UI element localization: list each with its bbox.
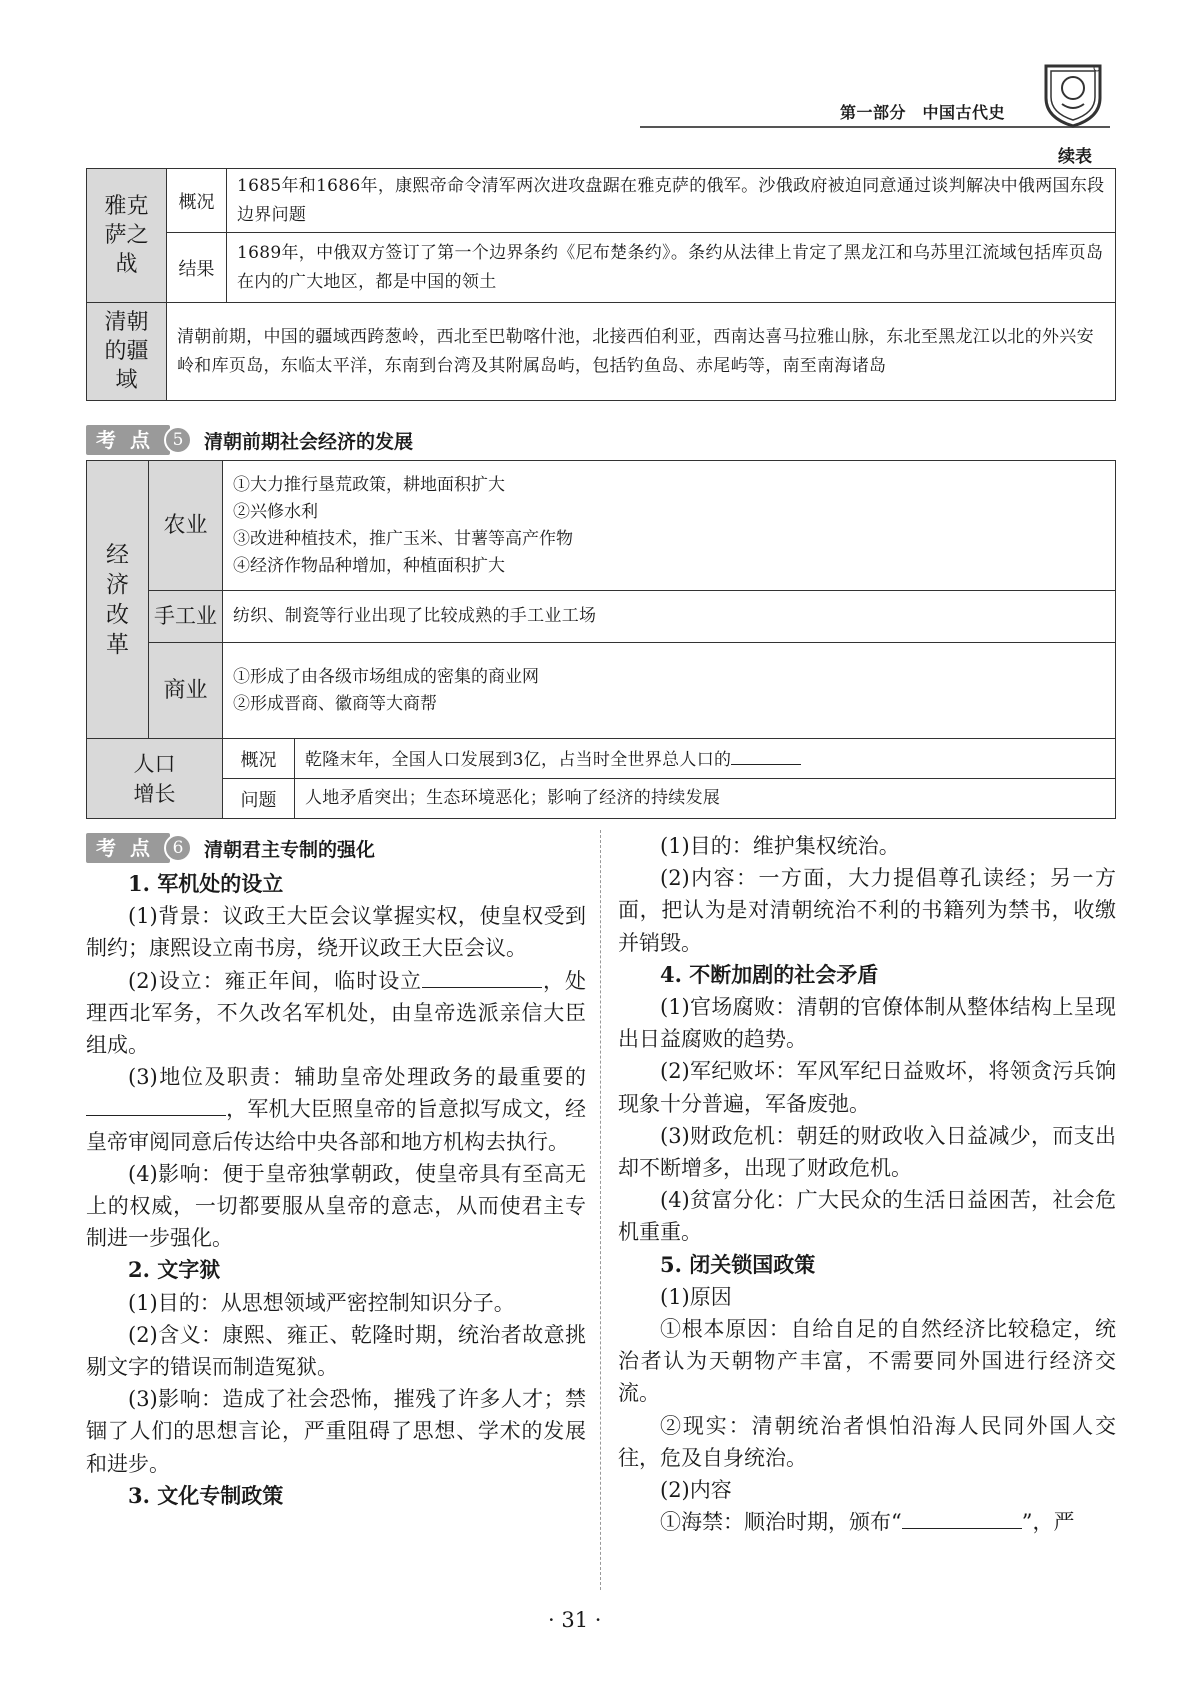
commerce-items	[223, 643, 1116, 739]
paragraph: (2)设立：雍正年间，临时设立 ，处理西北军务，不久改名军机处，由皇帝选派亲信大臣组成。	[86, 965, 586, 1062]
paragraph: ①根本原因：自给自足的自然经济比较稳定，统治者认为天朝物产丰富，不需要同外国进行经济交流。	[618, 1317, 1116, 1406]
paragraph: (1)目的：维护集权统治。	[660, 834, 900, 858]
column-divider	[600, 830, 601, 1590]
group-label-line: 清朝	[104, 310, 149, 335]
section-heading: 4. 不断加剧的社会矛盾	[660, 961, 879, 987]
group-territory	[87, 303, 167, 401]
paragraph: (1)目的：从思想领域严密控制知识分子。	[128, 1290, 515, 1315]
paragraph: ②现实：清朝统治者惧怕沿海人民同外国人交往，危及自身统治。	[618, 1413, 1116, 1470]
paragraph: (2)内容：一方面，大力提倡尊孔读经；另一方面，把认为是对清朝统治不利的书籍列为禁书，收缴并销毁。	[618, 866, 1116, 955]
kaodian-badge: 考点	[86, 833, 170, 863]
table-row	[87, 779, 1116, 819]
paragraph: (4)贫富分化：广大民众的生活日益困苦，社会危机重重。	[618, 1188, 1116, 1245]
table-row	[87, 739, 1116, 779]
commerce-label: 商业	[149, 643, 223, 739]
kaodian-5-heading	[86, 425, 413, 455]
list-item: ②兴修水利	[233, 501, 318, 522]
page-number: · 31 ·	[548, 1608, 602, 1632]
table-row	[87, 233, 1116, 303]
list-item: ①大力推行垦荒政策，耕地面积扩大	[233, 474, 505, 495]
table-row	[87, 303, 1116, 401]
group-label-line: 域	[115, 368, 138, 393]
kaodian-number: 5	[164, 426, 192, 454]
handicraft-label: 手工业	[149, 591, 223, 643]
paragraph: (3)地位及职责：辅助皇帝处理政务的最重要的，军机大臣照皇帝的旨意拟写成文，经皇帝审阅同意后传达给中央各部和地方机构去执行。	[86, 1065, 586, 1154]
row-label: 结果	[167, 233, 227, 303]
row-label: 概况	[167, 169, 227, 233]
overview-label: 概况	[223, 739, 295, 779]
table-row	[87, 591, 1116, 643]
table-yaksa-territory	[86, 168, 1116, 401]
group-label-line: 的疆	[104, 339, 149, 364]
table-row	[87, 169, 1116, 233]
kaodian-number: 6	[164, 834, 192, 862]
table-row	[87, 643, 1116, 739]
population-problem: 人地矛盾突出；生态环境恶化；影响了经济的持续发展	[295, 779, 1116, 819]
right-column	[618, 830, 1116, 1538]
paragraph: (4)影响：便于皇帝独掌朝政，使皇帝具有至高无上的权威，一切都要服从皇帝的意志，从而使君主专制进一步强化。	[86, 1161, 586, 1251]
list-item: ②形成晋商、徽商等大商帮	[233, 693, 437, 714]
paragraph: (2)军纪败坏：军风军纪日益败坏，将领贪污兵饷现象十分普遍，军备废弛。	[618, 1059, 1116, 1116]
table-economy	[86, 460, 1116, 819]
list-item: ③改进种植技术，推广玉米、甘薯等高产作物	[233, 528, 573, 549]
page-header	[640, 60, 1110, 130]
economy-label: 经 济 改 革	[87, 461, 149, 739]
section-heading: 3. 文化专制政策	[128, 1482, 284, 1508]
table-row	[87, 461, 1116, 591]
paragraph: ①海禁：顺治时期，颁布“ ”，严	[618, 1506, 1116, 1538]
population-label: 人口 增长	[87, 739, 223, 819]
fill-blank[interactable]	[86, 1093, 226, 1116]
fill-blank[interactable]	[731, 742, 801, 765]
row-text: 清朝前期，中国的疆域西跨葱岭，西北至巴勒喀什池，北接西伯利亚，西南达喜马拉雅山脉，东北至黑龙江以北的外兴安岭和库页岛，东临太平洋，东南到台湾及其附属岛屿，包括钓鱼岛、赤尾屿等，南至南海诸岛	[167, 303, 1116, 401]
paragraph: (2)含义：康熙、雍正、乾隆时期，统治者故意挑剔文字的错误而制造冤狱。	[86, 1322, 586, 1380]
group-label-line: 战	[115, 252, 138, 277]
group-yaksa	[87, 169, 167, 303]
paragraph: (2)内容	[660, 1478, 732, 1503]
kaodian-title: 清朝前期社会经济的发展	[204, 430, 414, 453]
section-title: 第一部分 中国古代史	[840, 103, 1006, 122]
row-text: 1689年，中俄双方签订了第一个边界条约《尼布楚条约》。条约从法律上肯定了黑龙江和乌苏里江流域包括库页岛在内的广大地区，都是中国的领土	[227, 233, 1116, 303]
population-overview: 乾隆末年，全国人口发展到3亿，占当时全世界总人口的	[295, 739, 1116, 779]
continued-label: 续表	[1058, 147, 1092, 167]
paragraph: (3)财政危机：朝廷的财政收入日益减少，而支出却不断增多，出现了财政危机。	[618, 1123, 1116, 1181]
agriculture-items	[223, 461, 1116, 591]
row-text: 1685年和1686年，康熙帝命令清军两次进攻盘踞在雅克萨的俄军。沙俄政府被迫同意通过谈判解决中俄两国东段边界问题	[227, 169, 1116, 233]
agriculture-label: 农业	[149, 461, 223, 591]
problem-label: 问题	[223, 779, 295, 819]
paragraph: (1)背景：议政王大臣会议掌握实权，使皇权受到制约；康熙设立南书房，绕开议政王大臣会议。	[86, 904, 586, 961]
kaodian-6-heading	[86, 833, 375, 863]
kaodian-title: 清朝君主专制的强化	[204, 838, 376, 861]
kaodian-badge: 考点	[86, 425, 170, 455]
paragraph: (1)官场腐败：清朝的官僚体制从整体结构上呈现出日益腐败的趋势。	[618, 995, 1116, 1052]
handicraft-text: 纺织、制瓷等行业出现了比较成熟的手工业工场	[223, 591, 1116, 643]
left-column	[86, 868, 586, 1512]
fill-blank[interactable]	[422, 965, 542, 988]
fill-blank[interactable]	[902, 1506, 1022, 1529]
paragraph: (1)原因	[660, 1284, 732, 1309]
group-label-line: 萨之	[104, 223, 149, 248]
section-heading: 2. 文字狱	[128, 1257, 221, 1283]
school-emblem-icon	[1040, 60, 1106, 128]
section-heading: 1. 军机处的设立	[128, 871, 284, 896]
group-label-line: 雅克	[104, 194, 149, 219]
paragraph: (3)影响：造成了社会恐怖，摧残了许多人才；禁锢了人们的思想言论，严重阻碍了思想、学术的发展和进步。	[86, 1387, 586, 1476]
list-item: ④经济作物品种增加，种植面积扩大	[233, 555, 505, 576]
section-heading: 5. 闭关锁国政策	[660, 1251, 816, 1277]
list-item: ①形成了由各级市场组成的密集的商业网	[233, 666, 539, 687]
